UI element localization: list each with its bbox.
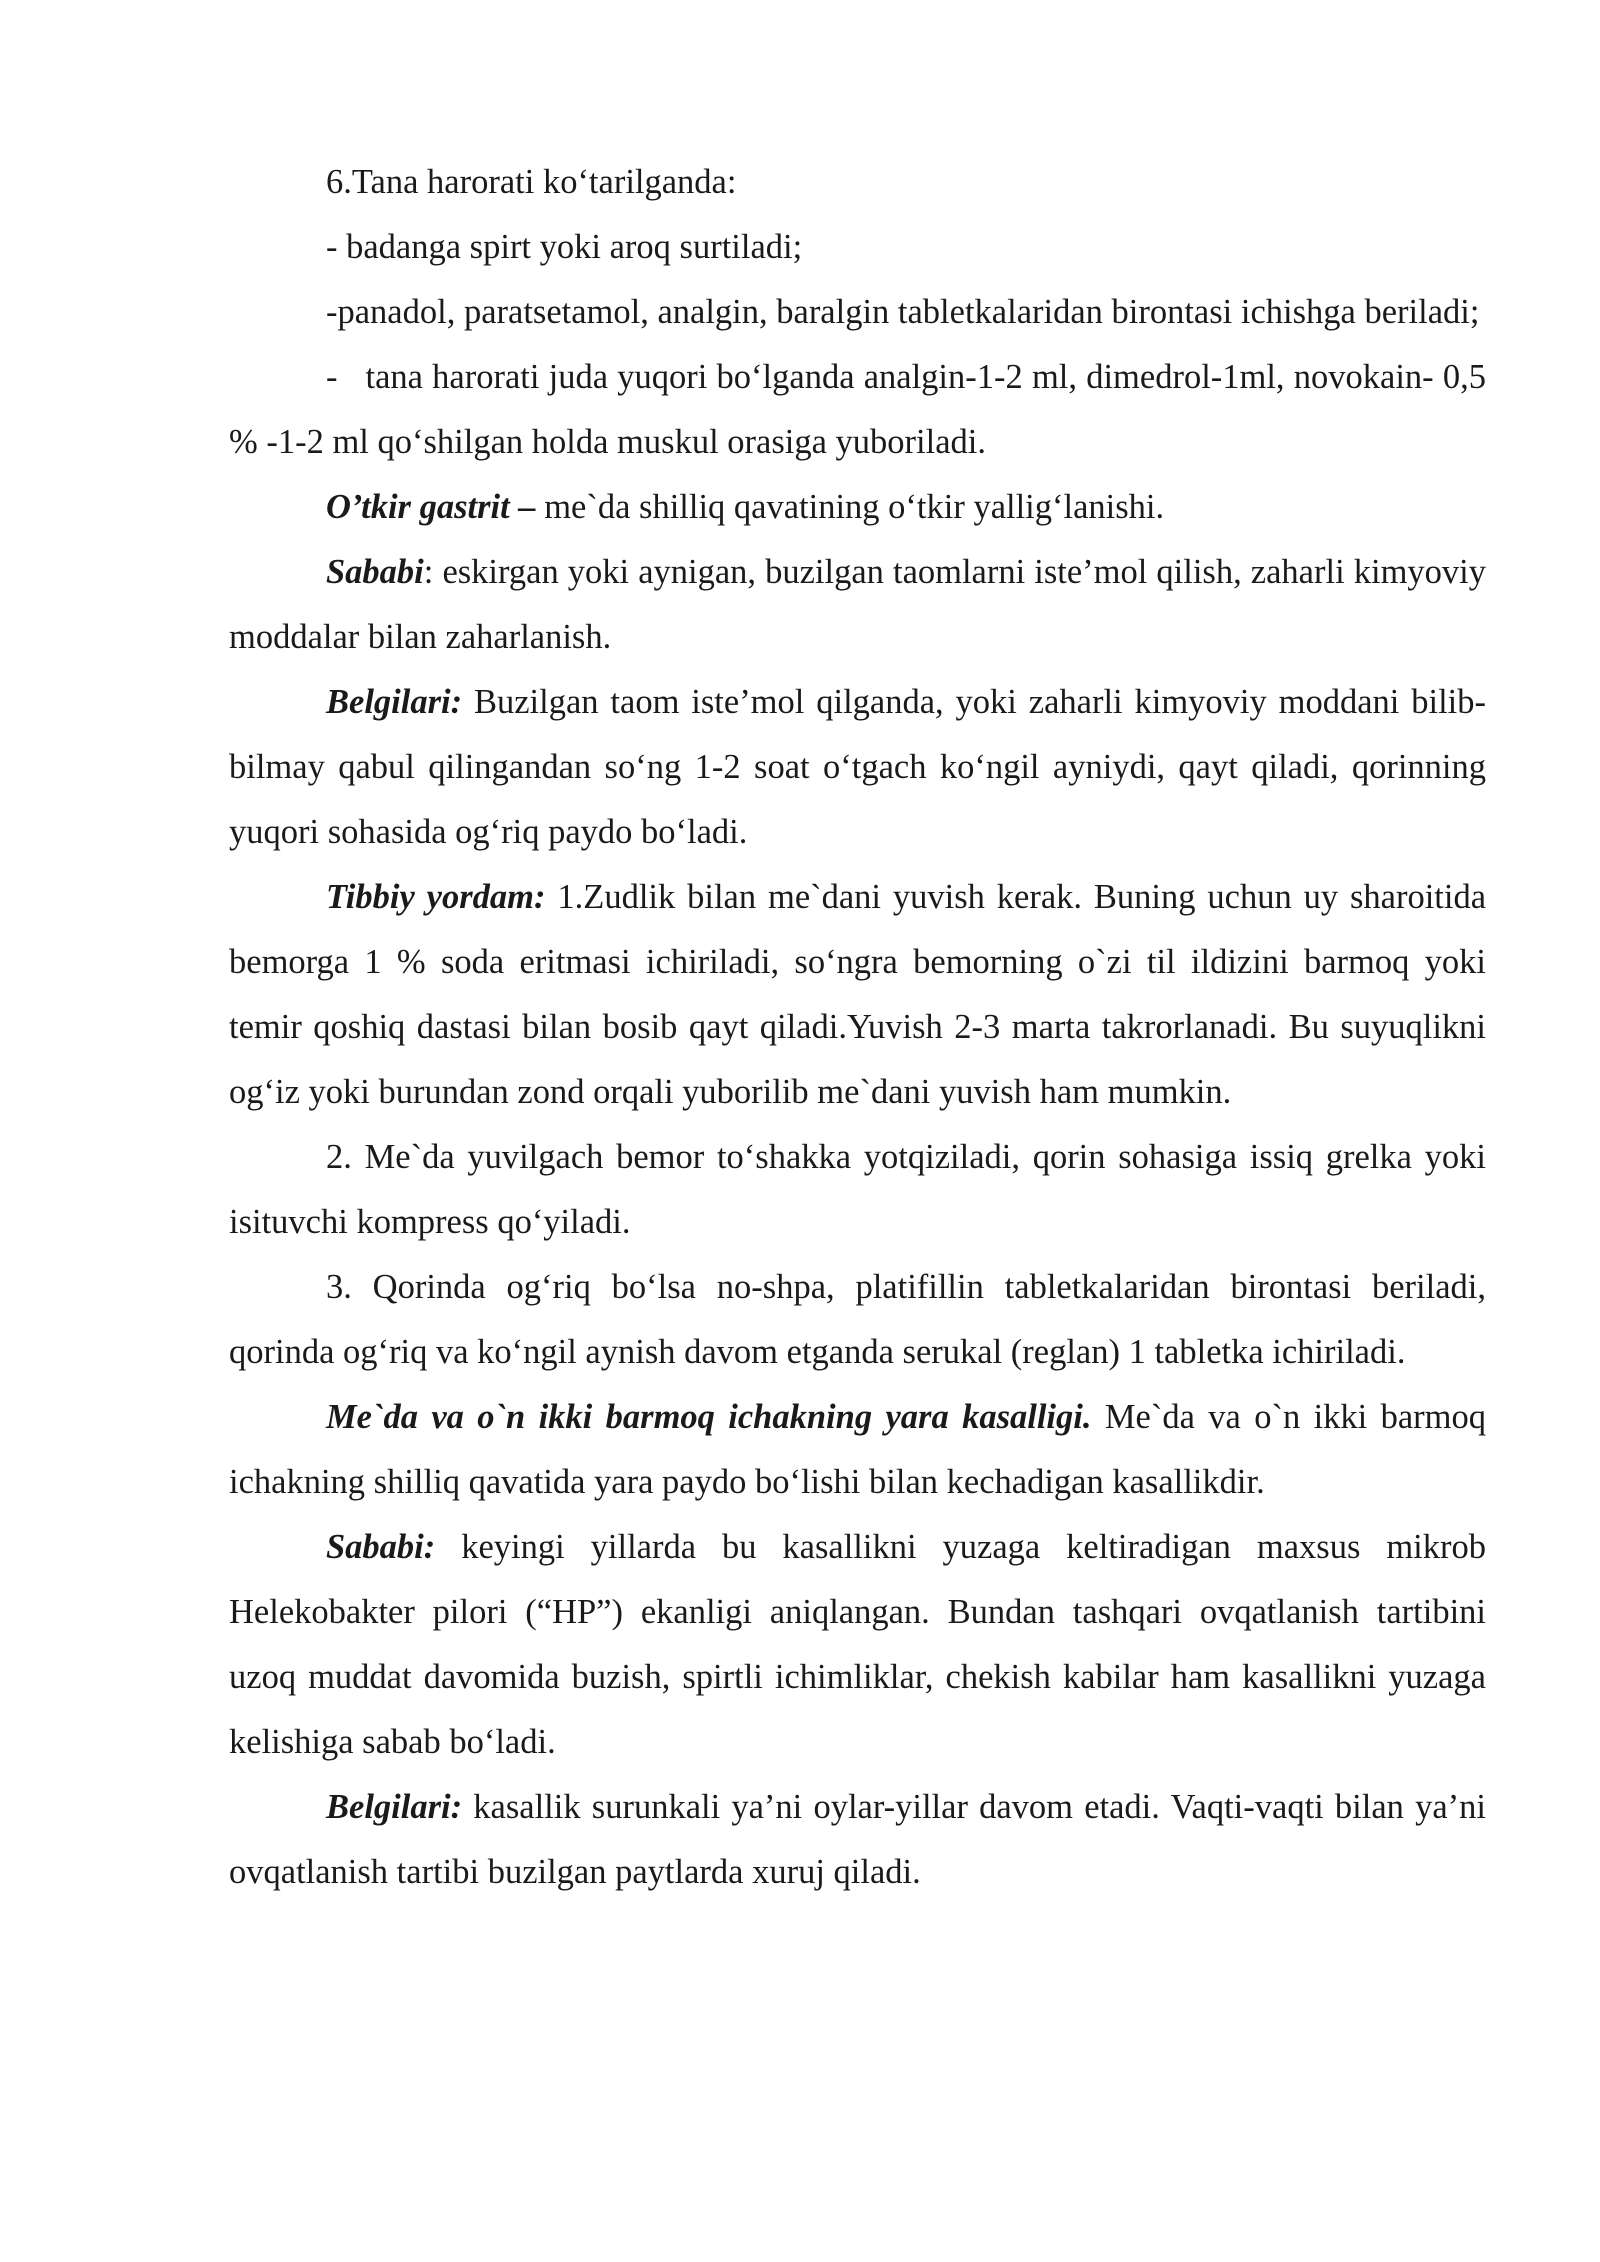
paragraph-gastritis-aid-step3 xyxy=(229,1255,1486,1385)
paragraph-text: Buzilgan taom iste’mol qilganda, yoki zaharli kimyoviy moddani bilib-bilmay qabul qilingandan so‘ng 1-2 soat o‘tgach ko‘ngil ayniydi, qayt qiladi, qorinning yuqori sohasida og‘riq paydo bo‘ladi. xyxy=(229,683,1486,851)
paragraph-text: - badanga spirt yoki aroq surtiladi; xyxy=(326,228,803,266)
paragraph-text: kasallik surunkali ya’ni oylar-yillar davom etadi. Vaqti-vaqti bilan ya’ni ovqatlanish tartibi buzilgan paytlarda xuruj qiladi. xyxy=(229,1788,1486,1891)
paragraph-fever-spirit xyxy=(229,215,1486,280)
paragraph-fever-tablets xyxy=(229,280,1486,345)
document-page xyxy=(229,150,1486,1905)
paragraph-text: me`da shilliq qavatining o‘tkir yallig‘lanishi. xyxy=(535,488,1165,526)
paragraph-text: -panadol, paratsetamol, analgin, baralgin tabletkalaridan birontasi ichishga beriladi; xyxy=(326,293,1480,331)
term-cause: Sababi: xyxy=(326,1528,436,1566)
term-symptoms: Belgilari: xyxy=(326,1788,463,1826)
paragraph-text: keyingi yillarda bu kasallikni yuzaga keltiradigan maxsus mikrob Helekobakter pilori (“HP”) ekanligi aniqlangan. Bundan tashqari ovqatlanish tartibini uzoq muddat davomida buzish, spirtli ichimliklar, chekish kabilar ham kasallikni yuzaga kelishiga sabab bo‘ladi. xyxy=(229,1528,1486,1761)
paragraph-gastritis-cause xyxy=(229,540,1486,670)
paragraph-text: 2. Me`da yuvilgach bemor to‘shakka yotqiziladi, qorin sohasiga issiq grelka yoki isituvchi kompress qo‘yiladi. xyxy=(229,1138,1486,1241)
paragraph-ulcer-symptoms xyxy=(229,1775,1486,1905)
paragraph-fever-heading xyxy=(229,150,1486,215)
paragraph-text: Me`da va o`n ikki barmoq ichakning shilliq qavatida yara paydo bo‘lishi bilan kechadigan kasallikdir. xyxy=(229,1398,1486,1501)
paragraph-text: tana harorati juda yuqori bo‘lganda analgin-1-2 ml, dimedrol-1ml, novokain- 0,5 % -1-2 ml qo‘shilgan holda muskul orasiga yuboriladi. xyxy=(229,358,1486,461)
term-ulcer: Me`da va o`n ikki barmoq ichakning yara kasalligi. xyxy=(326,1398,1092,1436)
paragraph-gastritis-aid-step2 xyxy=(229,1125,1486,1255)
term-cause: Sababi xyxy=(326,553,424,591)
term-symptoms: Belgilari: xyxy=(326,683,463,721)
term-gastritis: O’tkir gastrit – xyxy=(326,488,536,526)
term-medical-aid: Tibbiy yordam: xyxy=(326,878,546,916)
paragraph-gastritis-symptoms xyxy=(229,670,1486,865)
paragraph-ulcer-cause xyxy=(229,1515,1486,1775)
paragraph-text: 1.Zudlik bilan me`dani yuvish kerak. Buning uchun uy sharoitida bemorga 1 % soda eritmasi ichiriladi, so‘ngra bemorning o`zi til ildizini barmoq yoki temir qoshiq dastasi bilan bosib qayt qiladi.Yuvish 2-3 marta takrorlanadi. Bu suyuqlikni og‘iz yoki burundan zond orqali yuborilib me`dani yuvish ham mumkin. xyxy=(229,878,1487,1111)
paragraph-gastritis-definition xyxy=(229,475,1486,540)
paragraph-text: 3. Qorinda og‘riq bo‘lsa no-shpa, platifillin tabletkalaridan birontasi beriladi, qorinda og‘riq va ko‘ngil aynish davom etganda serukal (reglan) 1 tabletka ichiriladi. xyxy=(229,1268,1486,1371)
paragraph-gastritis-aid xyxy=(229,865,1486,1125)
paragraph-text: : eskirgan yoki aynigan, buzilgan taomlarni iste’mol qilish, zaharli kimyoviy moddalar bilan zaharlanish. xyxy=(229,553,1486,656)
paragraph-ulcer-definition xyxy=(229,1385,1486,1515)
paragraph-text: 6.Tana harorati ko‘tarilganda: xyxy=(326,163,737,201)
paragraph-fever-injection xyxy=(229,345,1486,475)
list-dash: - xyxy=(326,358,338,396)
